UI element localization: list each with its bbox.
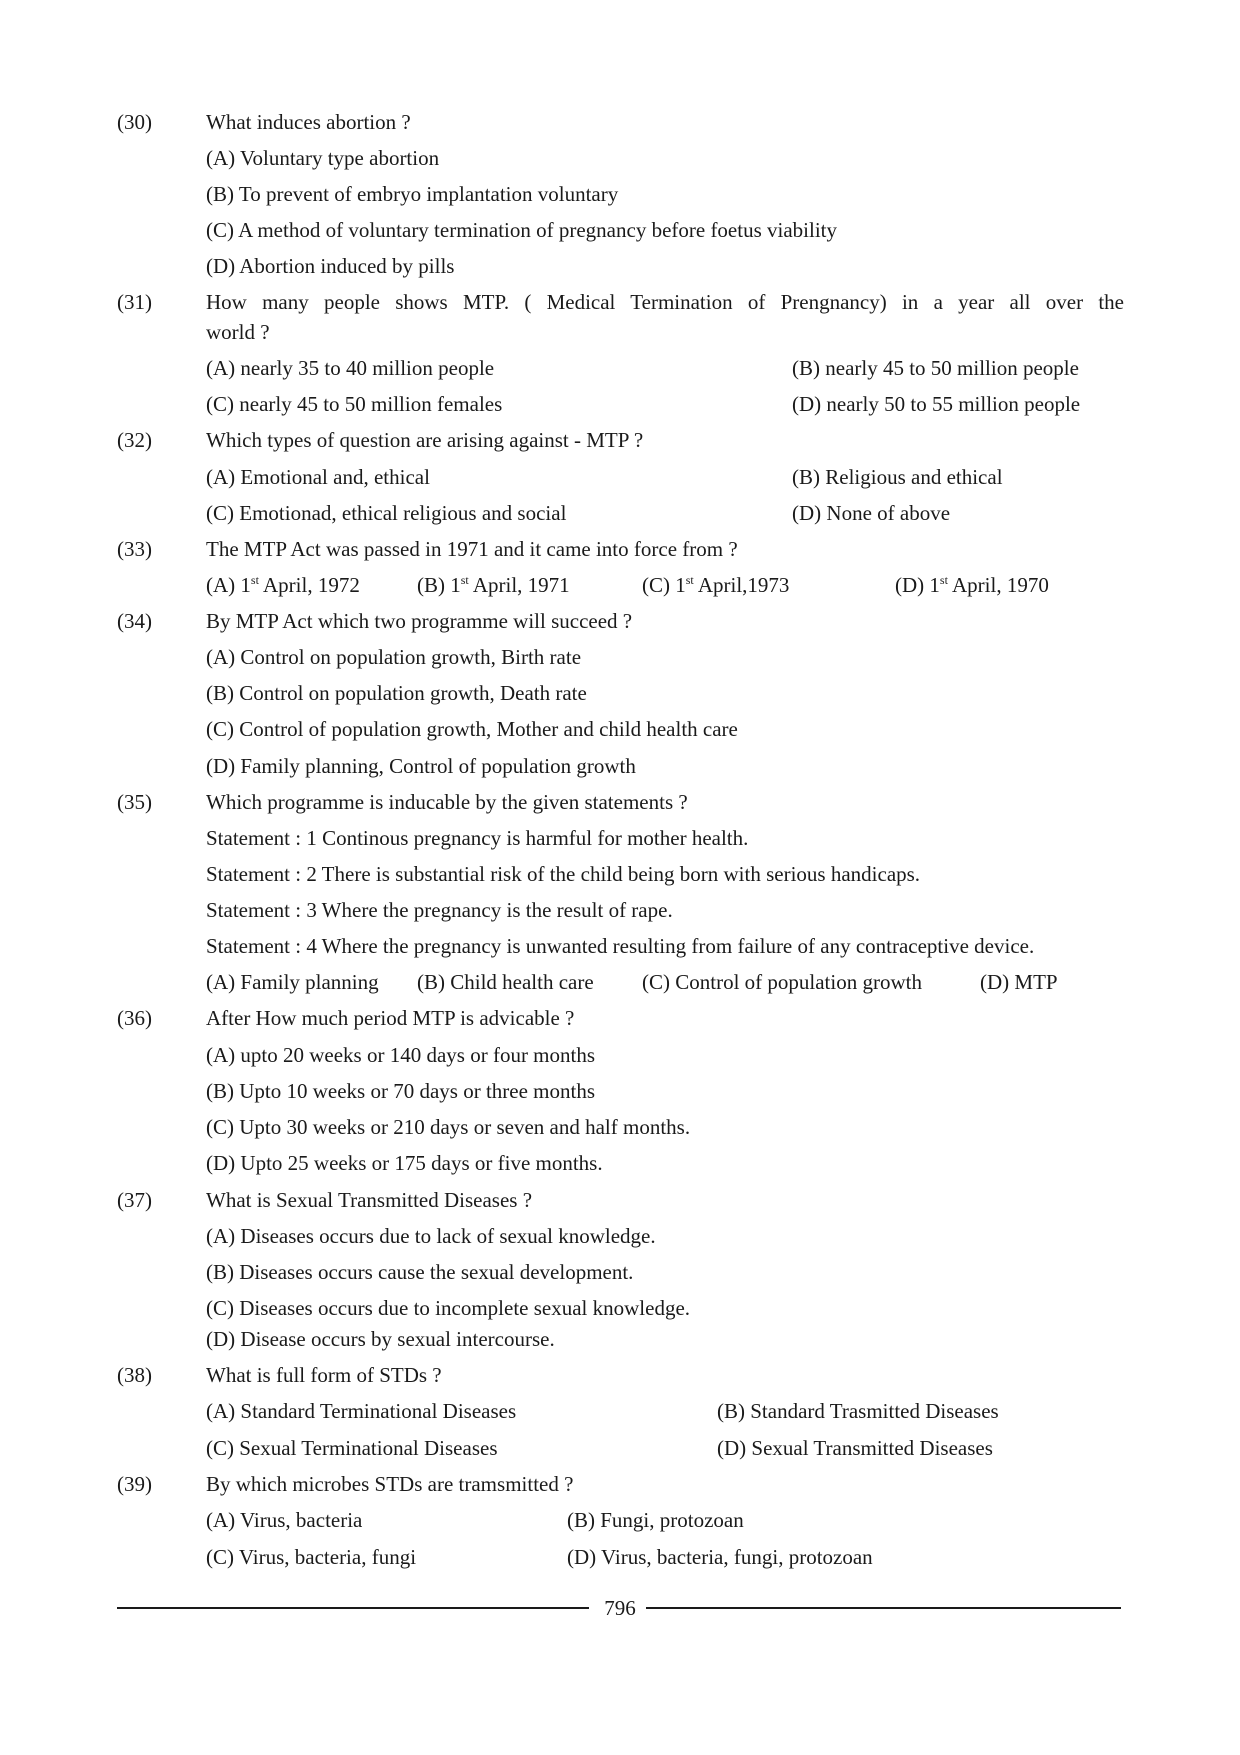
option-d: (D) Abortion induced by pills bbox=[206, 254, 455, 278]
question-text: How many people shows MTP. ( Medical Termination of Prengnancy) in a year all over the bbox=[206, 290, 1124, 314]
question-text: Which types of question are arising against - MTP ? bbox=[206, 428, 644, 452]
option-b: (B) Control on population growth, Death rate bbox=[206, 681, 587, 705]
option-b: (B) Upto 10 weeks or 70 days or three months bbox=[206, 1079, 596, 1103]
option-a: (A) Voluntary type abortion bbox=[206, 146, 440, 170]
option-b: (B) Standard Trasmitted Diseases bbox=[717, 1399, 999, 1423]
question-number: (34) bbox=[117, 609, 152, 633]
option-b: (B) Religious and ethical bbox=[792, 465, 1003, 489]
question-text-continued: world ? bbox=[206, 320, 270, 344]
option-a: (A) Diseases occurs due to lack of sexual knowledge. bbox=[206, 1224, 656, 1248]
option-c: (C) Control of population growth bbox=[642, 970, 922, 994]
option-c: (C) Upto 30 weeks or 210 days or seven and half months. bbox=[206, 1115, 691, 1139]
option-c: (C) Emotionad, ethical religious and social bbox=[206, 501, 567, 525]
question-number: (33) bbox=[117, 537, 152, 561]
option-b: (B) nearly 45 to 50 million people bbox=[792, 356, 1079, 380]
question-number: (35) bbox=[117, 790, 152, 814]
question-number: (32) bbox=[117, 428, 152, 452]
option-b: (B) Child health care bbox=[417, 970, 594, 994]
page-number: 796 bbox=[604, 1596, 636, 1620]
option-d: (D) nearly 50 to 55 million people bbox=[792, 392, 1081, 416]
option-c: (C) Diseases occurs due to incomplete sexual knowledge. bbox=[206, 1296, 691, 1320]
statement-4: Statement : 4 Where the pregnancy is unwanted resulting from failure of any contraceptive device. bbox=[206, 934, 1035, 958]
question-text: After How much period MTP is advicable ? bbox=[206, 1006, 575, 1030]
option-c: (C) nearly 45 to 50 million females bbox=[206, 392, 503, 416]
option-a: (A) Control on population growth, Birth rate bbox=[206, 645, 582, 669]
option-a: (A) Family planning bbox=[206, 970, 379, 994]
option-d: (D) 1st April, 1970 bbox=[895, 573, 1049, 597]
question-text: By which microbes STDs are tramsmitted ? bbox=[206, 1472, 574, 1496]
question-text: By MTP Act which two programme will succeed ? bbox=[206, 609, 633, 633]
option-c: (C) Virus, bacteria, fungi bbox=[206, 1545, 417, 1569]
option-a: (A) Emotional and, ethical bbox=[206, 465, 430, 489]
option-a: (A) Standard Terminational Diseases bbox=[206, 1399, 517, 1423]
question-text: Which programme is inducable by the given statements ? bbox=[206, 790, 688, 814]
option-a: (A) nearly 35 to 40 million people bbox=[206, 356, 495, 380]
statement-2: Statement : 2 There is substantial risk of the child being born with serious handicaps. bbox=[206, 862, 921, 886]
statement-3: Statement : 3 Where the pregnancy is the result of rape. bbox=[206, 898, 673, 922]
question-number: (38) bbox=[117, 1363, 152, 1387]
option-d: (D) Virus, bacteria, fungi, protozoan bbox=[567, 1545, 873, 1569]
option-b: (B) Fungi, protozoan bbox=[567, 1508, 744, 1532]
option-d: (D) Disease occurs by sexual intercourse. bbox=[206, 1327, 555, 1351]
option-c: (C) A method of voluntary termination of pregnancy before foetus viability bbox=[206, 218, 838, 242]
option-b: (B) Diseases occurs cause the sexual development. bbox=[206, 1260, 634, 1284]
option-c: (C) 1st April,1973 bbox=[642, 573, 790, 597]
question-number: (30) bbox=[117, 110, 152, 134]
option-d: (D) None of above bbox=[792, 501, 951, 525]
option-c: (C) Sexual Terminational Diseases bbox=[206, 1436, 498, 1460]
option-a: (A) upto 20 weeks or 140 days or four months bbox=[206, 1043, 596, 1067]
question-number: (36) bbox=[117, 1006, 152, 1030]
option-d: (D) Family planning, Control of population growth bbox=[206, 754, 636, 778]
question-text: What induces abortion ? bbox=[206, 110, 411, 134]
question-number: (31) bbox=[117, 290, 152, 314]
option-a: (A) 1st April, 1972 bbox=[206, 573, 360, 597]
option-b: (B) 1st April, 1971 bbox=[417, 573, 570, 597]
option-a: (A) Virus, bacteria bbox=[206, 1508, 363, 1532]
question-text: What is Sexual Transmitted Diseases ? bbox=[206, 1188, 533, 1212]
question-number: (39) bbox=[117, 1472, 152, 1496]
question-number: (37) bbox=[117, 1188, 152, 1212]
option-d: (D) Sexual Transmitted Diseases bbox=[717, 1436, 993, 1460]
option-c: (C) Control of population growth, Mother and child health care bbox=[206, 717, 738, 741]
statement-1: Statement : 1 Continous pregnancy is harmful for mother health. bbox=[206, 826, 749, 850]
option-d: (D) MTP bbox=[980, 970, 1058, 994]
question-text: The MTP Act was passed in 1971 and it came into force from ? bbox=[206, 537, 738, 561]
option-d: (D) Upto 25 weeks or 175 days or five months. bbox=[206, 1151, 603, 1175]
option-b: (B) To prevent of embryo implantation voluntary bbox=[206, 182, 619, 206]
question-text: What is full form of STDs ? bbox=[206, 1363, 442, 1387]
footer-rule-right bbox=[646, 1607, 1121, 1609]
